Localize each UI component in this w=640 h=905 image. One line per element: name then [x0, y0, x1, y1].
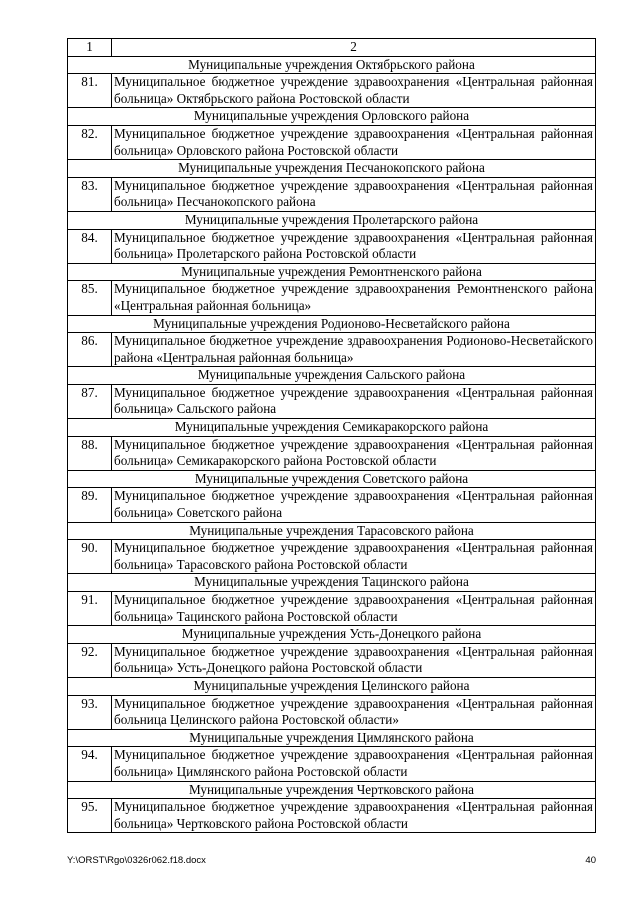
section-title: Муниципальные учреждения Родионово-Несветайского района	[68, 315, 596, 333]
page-number: 40	[585, 855, 596, 866]
institution-name: Муниципальное бюджетное учреждение здравоохранения «Центральная районная больница Целинского района Ростовской области»	[112, 695, 596, 729]
table-row	[68, 125, 596, 159]
section-title: Муниципальные учреждения Советского района	[68, 470, 596, 488]
institution-name: Муниципальное бюджетное учреждение здравоохранения «Центральная районная больница» Чертковского района Ростовской области	[112, 799, 596, 833]
entry-number: 81.	[68, 74, 112, 108]
institution-name: Муниципальное бюджетное учреждение здравоохранения «Центральная районная больница» Пролетарского района Ростовской области	[112, 229, 596, 263]
section-title: Муниципальные учреждения Цимлянского района	[68, 729, 596, 747]
institution-name: Муниципальное бюджетное учреждение здравоохранения Ремонтненского района «Центральная районная больница»	[112, 281, 596, 315]
section-title: Муниципальные учреждения Семикаракорского района	[68, 419, 596, 437]
section-title: Муниципальные учреждения Усть-Донецкого района	[68, 626, 596, 644]
table-row	[68, 488, 596, 522]
institution-name: Муниципальное бюджетное учреждение здравоохранения «Центральная районная больница» Цимлянского района Ростовской области	[112, 747, 596, 781]
section-header-row	[68, 419, 596, 437]
entry-number: 82.	[68, 125, 112, 159]
entry-number: 87.	[68, 384, 112, 418]
table-row	[68, 74, 596, 108]
entry-number: 85.	[68, 281, 112, 315]
institution-name: Муниципальное бюджетное учреждение здравоохранения «Центральная районная больница» Сальского района	[112, 384, 596, 418]
entry-number: 88.	[68, 436, 112, 470]
entry-number: 93.	[68, 695, 112, 729]
section-header-row	[68, 211, 596, 229]
section-header-row	[68, 522, 596, 540]
section-header-row	[68, 470, 596, 488]
table-row	[68, 333, 596, 367]
section-title: Муниципальные учреждения Песчанокопского района	[68, 160, 596, 178]
entry-number: 91.	[68, 592, 112, 626]
table-row	[68, 799, 596, 833]
entry-number: 94.	[68, 747, 112, 781]
table-row	[68, 695, 596, 729]
section-header-row	[68, 315, 596, 333]
section-title: Муниципальные учреждения Чертковского района	[68, 781, 596, 799]
table-row	[68, 747, 596, 781]
section-header-row	[68, 160, 596, 178]
section-header-row	[68, 108, 596, 126]
section-title: Муниципальные учреждения Тацинского района	[68, 574, 596, 592]
entry-number: 95.	[68, 799, 112, 833]
section-header-row	[68, 781, 596, 799]
table-row	[68, 229, 596, 263]
entry-number: 89.	[68, 488, 112, 522]
section-title: Муниципальные учреждения Пролетарского района	[68, 211, 596, 229]
table-header-row	[68, 39, 596, 57]
institution-name: Муниципальное бюджетное учреждение здравоохранения «Центральная районная больница» Усть-Донецкого района Ростовской области	[112, 643, 596, 677]
institution-name: Муниципальное бюджетное учреждение здравоохранения «Центральная районная больница» Советского района	[112, 488, 596, 522]
institution-name: Муниципальное бюджетное учреждение здравоохранения «Центральная районная больница» Тарасовского района Ростовской области	[112, 540, 596, 574]
section-title: Муниципальные учреждения Тарасовского района	[68, 522, 596, 540]
section-header-row	[68, 677, 596, 695]
table-row	[68, 540, 596, 574]
entry-number: 90.	[68, 540, 112, 574]
entry-number: 86.	[68, 333, 112, 367]
institution-name: Муниципальное бюджетное учреждение здравоохранения «Центральная районная больница» Октябрьского района Ростовской области	[112, 74, 596, 108]
column-header-name: 2	[112, 39, 596, 57]
section-header-row	[68, 574, 596, 592]
section-header-row	[68, 56, 596, 74]
entry-number: 84.	[68, 229, 112, 263]
entry-number: 83.	[68, 177, 112, 211]
page-footer	[67, 855, 596, 866]
section-title: Муниципальные учреждения Сальского района	[68, 367, 596, 385]
footer-file-path: Y:\ORST\Rgo\0326r062.f18.docx	[67, 855, 206, 866]
entry-number: 92.	[68, 643, 112, 677]
table-row	[68, 177, 596, 211]
section-title: Муниципальные учреждения Целинского района	[68, 677, 596, 695]
institution-name: Муниципальное бюджетное учреждение здравоохранения Родионово-Несветайского района «Центральная районная больница»	[112, 333, 596, 367]
section-title: Муниципальные учреждения Ремонтненского района	[68, 263, 596, 281]
column-header-number: 1	[68, 39, 112, 57]
table-row	[68, 281, 596, 315]
table-row	[68, 592, 596, 626]
section-header-row	[68, 367, 596, 385]
institution-name: Муниципальное бюджетное учреждение здравоохранения «Центральная районная больница» Песчанокопского района	[112, 177, 596, 211]
institution-name: Муниципальное бюджетное учреждение здравоохранения «Центральная районная больница» Тацинского района Ростовской области	[112, 592, 596, 626]
section-title: Муниципальные учреждения Октябрьского района	[68, 56, 596, 74]
table-row	[68, 384, 596, 418]
table-row	[68, 436, 596, 470]
institutions-table	[67, 38, 596, 833]
institution-name: Муниципальное бюджетное учреждение здравоохранения «Центральная районная больница» Семикаракорского района Ростовской области	[112, 436, 596, 470]
institution-name: Муниципальное бюджетное учреждение здравоохранения «Центральная районная больница» Орловского района Ростовской области	[112, 125, 596, 159]
table-row	[68, 643, 596, 677]
section-title: Муниципальные учреждения Орловского района	[68, 108, 596, 126]
section-header-row	[68, 626, 596, 644]
section-header-row	[68, 263, 596, 281]
section-header-row	[68, 729, 596, 747]
